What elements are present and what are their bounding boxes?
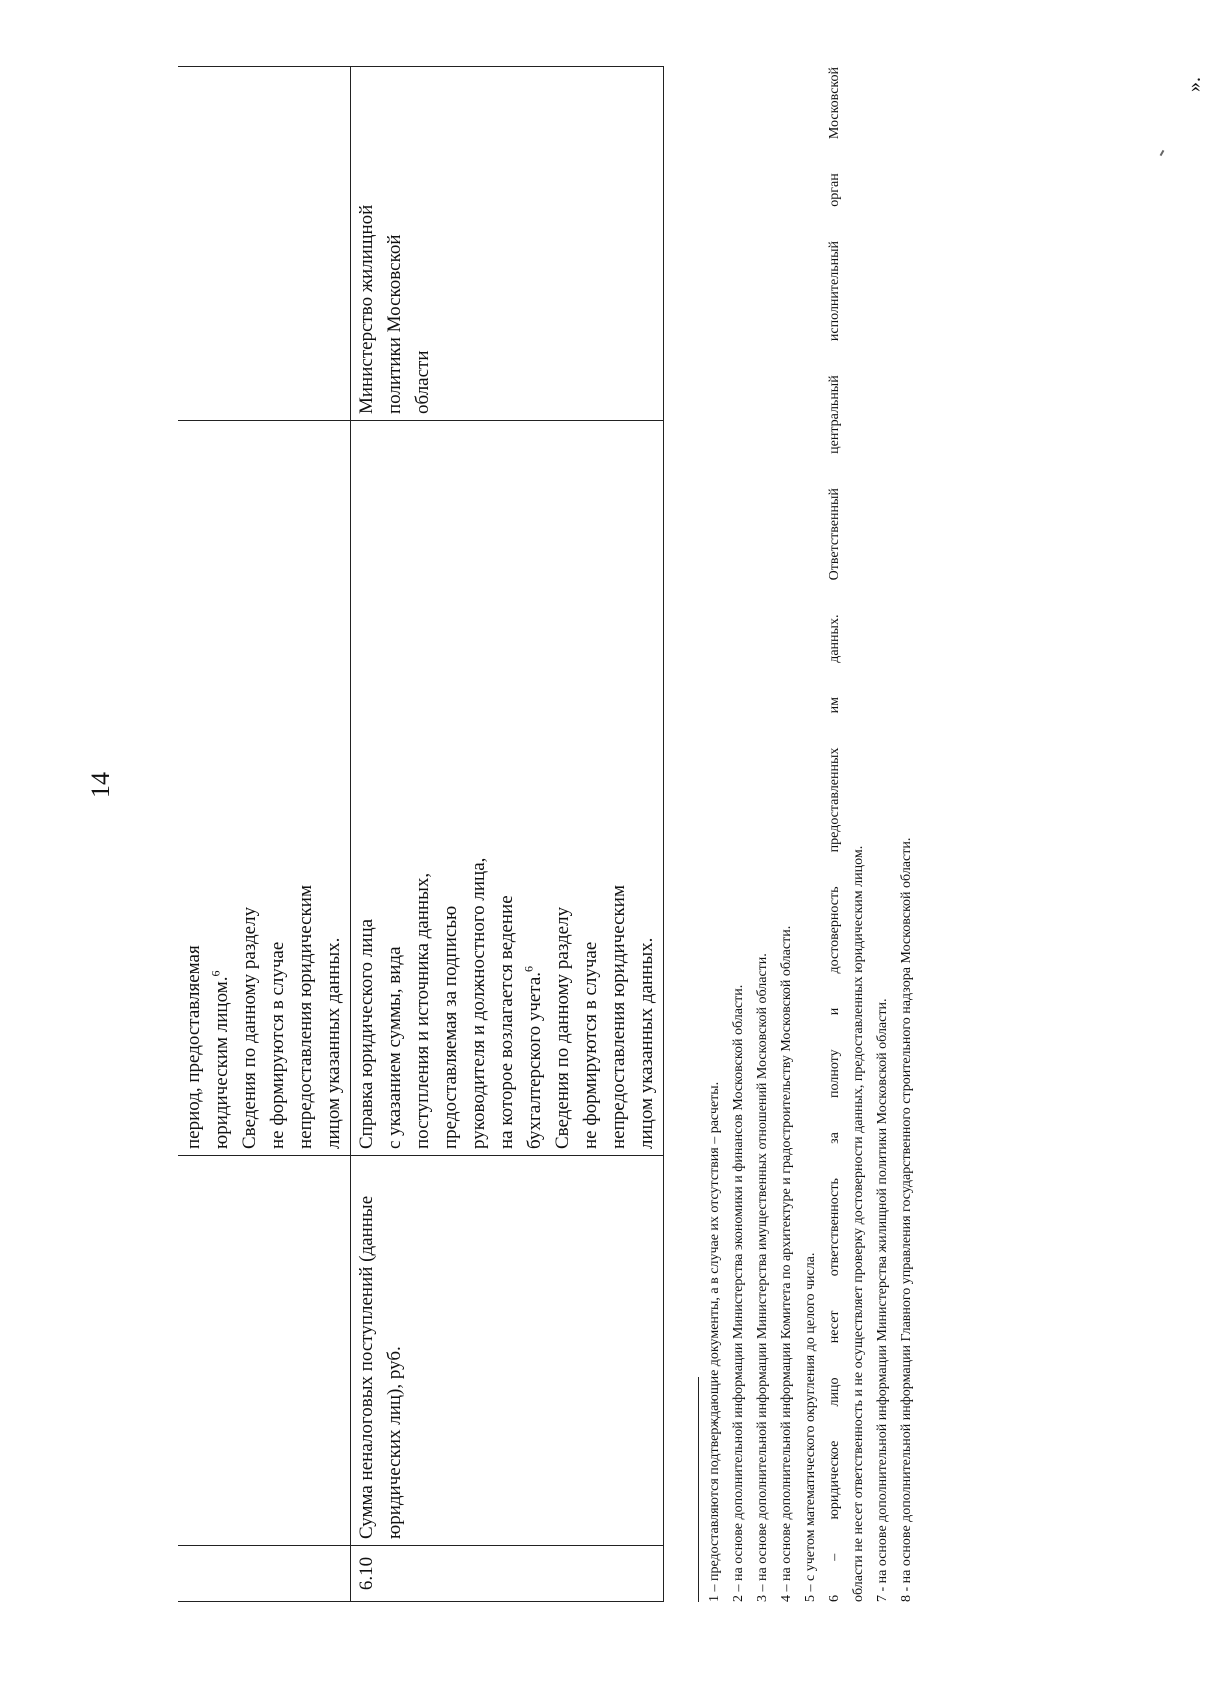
footnote-ref: 6 bbox=[208, 970, 223, 977]
source-line: поступления и источника данных, bbox=[412, 872, 433, 1149]
footnote: 5 – с учетом математического округления до целого числа. bbox=[803, 1252, 818, 1602]
source-line: непредоставления юридическим bbox=[295, 885, 316, 1149]
table-row bbox=[178, 67, 351, 1602]
source-line: Сведения по данному разделу bbox=[552, 906, 573, 1149]
source-line: лицом указанных данных. bbox=[323, 937, 344, 1149]
source-line: Справка юридического лица bbox=[356, 918, 377, 1149]
footnotes bbox=[698, 67, 919, 1602]
source-line: руководителя и должностного лица, bbox=[468, 857, 489, 1149]
footnote: 3 – на основе дополнительной информации Министерства имущественных отношений Московской области. bbox=[755, 953, 770, 1602]
footnote: 6 – юридическое лицо несет ответственность за полноту и достоверность предоставленных им данных. Ответственный центральный исполнительный орган Московской bbox=[827, 67, 842, 1602]
source-line-with-ref: юридическим лицом.$^6$ bbox=[208, 970, 232, 1149]
footnote: 4 – на основе дополнительной информации Комитета по архитектуре и градостроительству Московской области. bbox=[779, 925, 794, 1602]
page-number: 14 bbox=[86, 772, 115, 798]
footnote: 1 – предоставляются подтверждающие документы, а в случае их отсутствия – расчеты. bbox=[707, 1081, 722, 1602]
footnote-continuation: области не несет ответственность и не осуществляет проверку достоверности данных, предоставленных юридическим лицом. bbox=[851, 845, 866, 1602]
source-line: лицом указанных данных. bbox=[636, 937, 657, 1149]
data-table bbox=[178, 66, 664, 1602]
responsible-line: политики Московской bbox=[384, 234, 405, 414]
footnote-separator bbox=[698, 1377, 699, 1602]
indicator-cell bbox=[178, 1156, 351, 1546]
responsible-cell bbox=[178, 67, 351, 421]
responsible-line: Министерство жилищной bbox=[356, 204, 377, 414]
scan-speck bbox=[1160, 150, 1165, 156]
source-line: с указанием суммы, вида bbox=[384, 946, 405, 1149]
source-line: на которое возлагается ведение bbox=[496, 895, 517, 1149]
row-number-cell bbox=[178, 1546, 351, 1602]
row-number-cell: 6.10 bbox=[351, 1546, 664, 1602]
footnote: 7 - на основе дополнительной информации Министерства жилищной политики Московской области. bbox=[875, 998, 890, 1602]
indicator-line: Сумма неналоговых поступлений (данные bbox=[356, 1195, 377, 1539]
source-line: не формируются в случае bbox=[267, 941, 288, 1149]
source-cell bbox=[351, 421, 664, 1156]
source-line-with-ref: бухгалтерского учета.$^6$ bbox=[521, 965, 545, 1149]
indicator-line: юридических лиц), руб. bbox=[384, 1346, 405, 1539]
footnote: 2 – на основе дополнительной информации Министерства экономики и финансов Московской области. bbox=[731, 984, 746, 1602]
closing-quote-mark: ». bbox=[1183, 77, 1205, 92]
footnote: 8 - на основе дополнительной информации Главного управления государственного строительного надзора Московской области. bbox=[899, 837, 914, 1602]
rotated-page-content bbox=[178, 67, 1205, 1602]
source-line: не формируются в случае bbox=[580, 941, 601, 1149]
source-line: непредоставления юридическим bbox=[608, 885, 629, 1149]
source-line: Сведения по данному разделу bbox=[239, 906, 260, 1149]
source-line: период, предоставляемая bbox=[183, 945, 204, 1149]
responsible-cell bbox=[351, 67, 664, 421]
responsible-line: области bbox=[412, 350, 433, 414]
table-row bbox=[351, 67, 664, 1602]
indicator-cell bbox=[351, 1156, 664, 1546]
footnote-ref: 6 bbox=[521, 965, 536, 972]
source-line: предоставляемая за подписью bbox=[440, 905, 461, 1149]
source-cell bbox=[178, 421, 351, 1156]
